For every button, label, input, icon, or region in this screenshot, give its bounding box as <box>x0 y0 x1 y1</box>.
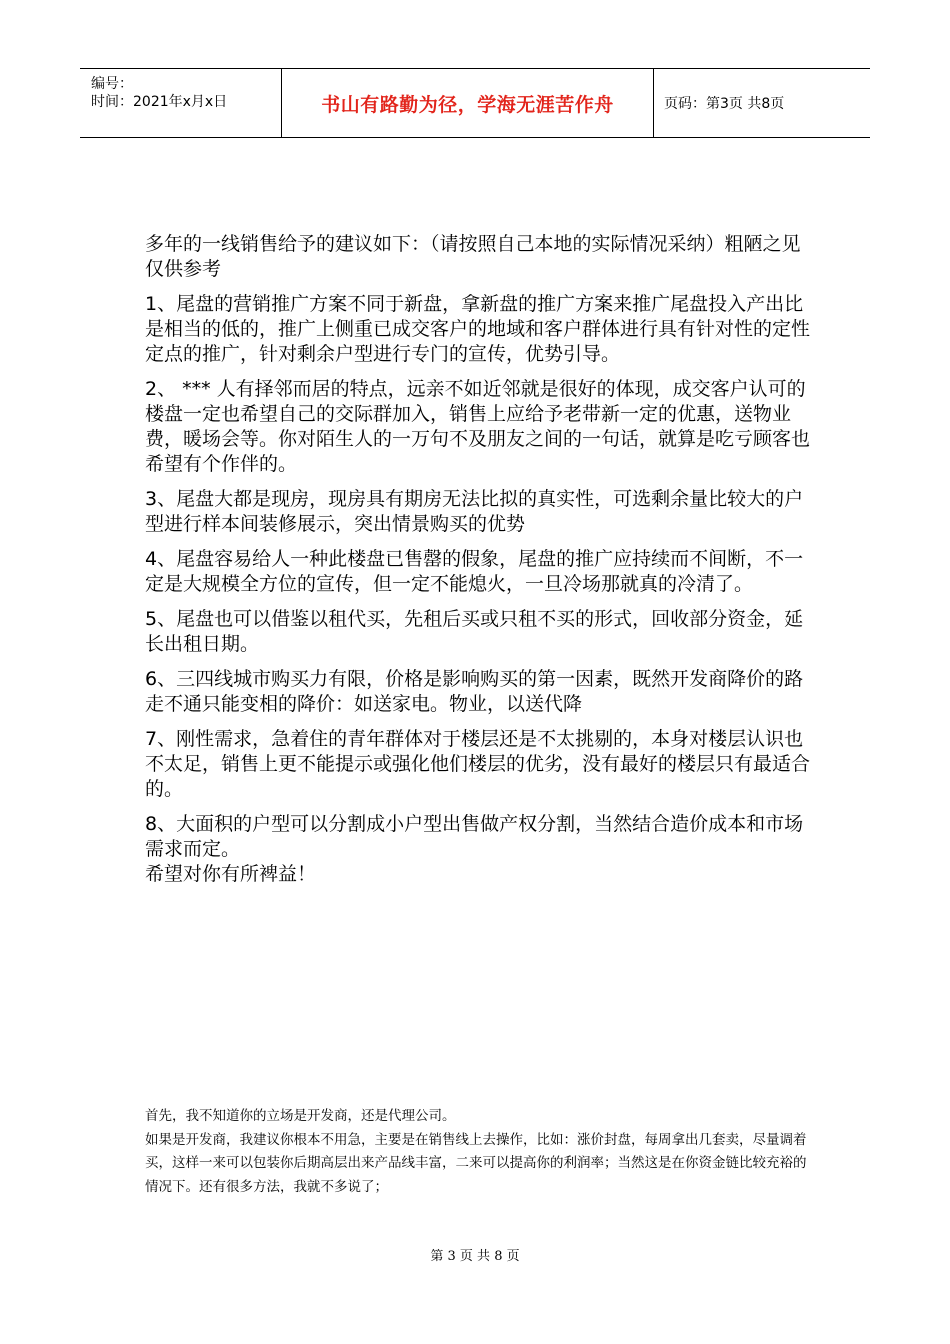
list-item: 2、 *** 人有择邻而居的特点，远亲不如近邻就是很好的体现，成交客户认可的楼盘一定也希望自己的交际群加入，销售上应给予老带新一定的优惠，送物业费，暖场会等。你对陌生人的一万句不及朋友之间的一句话，就算是吃亏顾客也希望有个作伴的。 <box>145 378 811 475</box>
page-footer: 第 3 页 共 8 页 <box>430 1249 520 1264</box>
document-number-label: 编号： <box>91 76 133 92</box>
list-item: 3、尾盘大都是现房，现房具有期房无法比拟的真实性，可选剩余量比较大的户型进行样本间装修展示，突出情景购买的优势 <box>145 488 804 535</box>
header-table <box>80 68 870 138</box>
list-item: 5、尾盘也可以借鉴以租代买，先租后买或只租不买的形式，回收部分资金，延长出租日期。 <box>145 608 804 655</box>
list-item: 6、三四线城市购买力有限，价格是影响购买的第一因素，既然开发商降价的路走不通只能变相的降价：如送家电。物业，以送代降 <box>145 668 804 715</box>
notes-line: 如果是开发商，我建议你根本不用急，主要是在销售线上去操作，比如：涨价封盘，每周拿出几套卖，尽量调着买，这样一来可以包装你后期高层出来产品线丰富，二来可以提高你的利润率；当然这是在你资金链比较充裕的情况下。还有很多方法，我就不多说了； <box>145 1131 807 1195</box>
document-date-label: 时间：2021年x月x日 <box>91 94 228 110</box>
header-motto: 书山有路勤为径，学海无涯苦作舟 <box>321 93 614 116</box>
list-item: 7、刚性需求，急着住的青年群体对于楼层还是不太挑剔的，本身对楼层认识也不太足，销售上更不能提示或强化他们楼层的优劣，没有最好的楼层只有最适合的。 <box>145 728 811 800</box>
header-motto-cell <box>282 69 654 137</box>
header-page-cell <box>654 69 870 137</box>
list-item: 1、尾盘的营销推广方案不同于新盘，拿新盘的推广方案来推广尾盘投入产出比是相当的低的，推广上侧重已成交客户的地域和客户群体进行具有针对性的定性定点的推广，针对剩余户型进行专门的宣传，优势引导。 <box>145 293 811 365</box>
header-page-label: 页码：第3页 共8页 <box>664 96 785 112</box>
header-meta-cell <box>80 69 282 137</box>
intro-paragraph: 多年的一线销售给予的建议如下：（请按照自己本地的实际情况采纳）粗陋之见仅供参考 <box>145 233 801 280</box>
closing-line: 希望对你有所裨益！ <box>145 863 317 885</box>
main-body <box>145 232 813 887</box>
notes-section <box>145 1105 813 1199</box>
notes-line: 首先，我不知道你的立场是开发商，还是代理公司。 <box>145 1108 456 1124</box>
list-item: 4、尾盘容易给人一种此楼盘已售罄的假象，尾盘的推广应持续而不间断，不一定是大规模全方位的宣传，但一定不能熄火，一旦冷场那就真的冷清了。 <box>145 548 804 595</box>
list-item: 8、大面积的户型可以分割成小户型出售做产权分割，当然结合造价成本和市场需求而定。 <box>145 813 804 860</box>
